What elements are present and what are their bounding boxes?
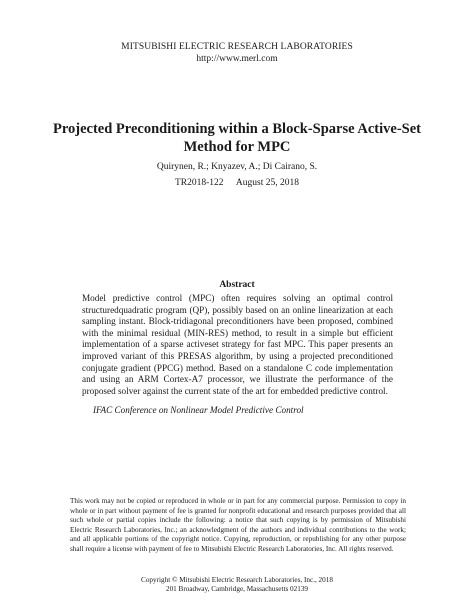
report-number: TR2018-122	[174, 178, 224, 188]
footer	[0, 576, 474, 594]
address-line: 201 Broadway, Cambridge, Massachusetts 02139	[165, 585, 309, 593]
conference-venue: IFAC Conference on Nonlinear Model Predictive Control	[93, 405, 304, 415]
lab-url: http://www.merl.com	[196, 54, 278, 64]
copyright-notice: This work may not be copied or reproduced in whole or in part for any commercial purpose. Permission to copy in whole or in part without payment of fee is granted for nonprofit educational and research purposes provided that all such whole or partial copies include the following: a notice that such copying is by permission of Mitsubishi Electric Research Laboratories, Inc.; an acknowledgment of the authors and individual contributions to the work; and all applicable portions of the copyright notice. Copying, reproduction, or republishing for any other purpose shall require a license with payment of fee to Mitsubishi Electric Research Laboratories, Inc. All rights reserved.	[70, 497, 406, 553]
lab-name: MITSUBISHI ELECTRIC RESEARCH LABORATORIES	[121, 42, 353, 52]
abstract-heading: Abstract	[219, 280, 255, 290]
paper-title: Projected Preconditioning within a Block-Sparse Active-Set Method for MPC	[53, 121, 421, 155]
report-date: August 25, 2018	[235, 178, 299, 188]
paper-authors: Quirynen, R.; Knyazev, A.; Di Cairano, S.	[156, 162, 318, 172]
copyright-line: Copyright © Mitsubishi Electric Research Laboratories, Inc., 2018	[141, 576, 333, 584]
abstract-text: Model predictive control (MPC) often requires solving an optimal control structuredquadratic program (QP), possibly based on an online linearization at each sampling instant. Block-tridiagonal preconditioners have been proposed, combined with the minimal residual (MIN-RES) method, to result in a simple but efficient implementation of a sparse activeset strategy for fast MPC. This paper presents an improved variant of this PRESAS algorithm, by using a projected preconditioned conjugate gradient (PPCG) method. Based on a standalone C code implementation and using an ARM Cortex-A7 processor, we illustrate the performance of the proposed solver against the current state of the art for embedded predictive control.	[82, 293, 393, 396]
report-info	[0, 178, 474, 188]
